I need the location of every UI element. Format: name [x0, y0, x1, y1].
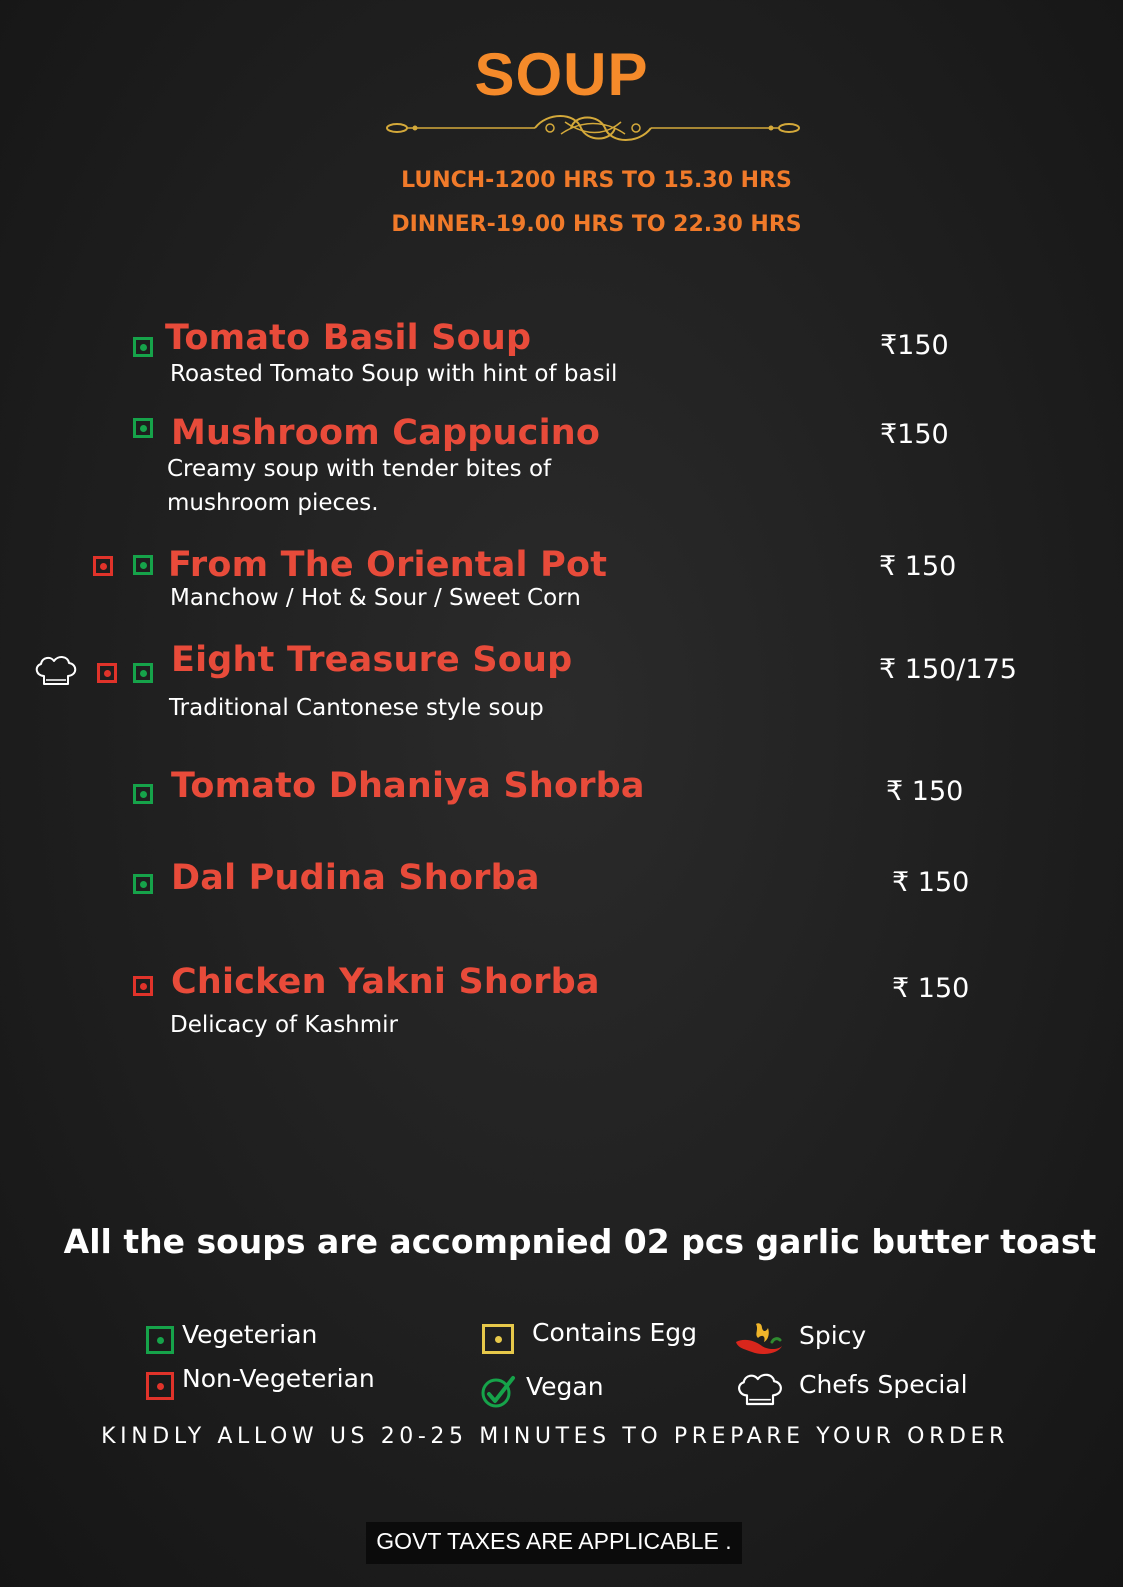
item-price: ₹ 150/175 [879, 654, 1017, 685]
item-name: Dal Pudina Shorba [171, 858, 540, 898]
item-description: Creamy soup with tender bites of [167, 456, 552, 482]
item-price: ₹150 [880, 330, 949, 361]
item-name: From The Oriental Pot [168, 545, 608, 585]
veg-mark-icon [133, 874, 153, 894]
item-price: ₹ 150 [879, 551, 957, 582]
item-description: mushroom pieces. [167, 490, 379, 516]
item-name: Tomato Dhaniya Shorba [171, 766, 645, 806]
veg-mark-icon [133, 418, 153, 438]
item-name: Mushroom Cappucino [171, 413, 601, 453]
item-price: ₹ 150 [886, 776, 964, 807]
page-title: SOUP [474, 41, 649, 108]
veg-mark-icon [133, 663, 153, 683]
item-name: Eight Treasure Soup [171, 640, 573, 680]
veg-mark-icon [133, 555, 153, 575]
tax-note: GOVT TAXES ARE APPLICABLE . [376, 1528, 732, 1554]
chef-hat-icon [32, 654, 80, 690]
item-description: Delicacy of Kashmir [170, 1012, 399, 1038]
veg-mark-icon [133, 784, 153, 804]
item-price: ₹150 [880, 419, 949, 450]
non-veg-mark-icon [146, 1372, 174, 1400]
item-description: Manchow / Hot & Sour / Sweet Corn [170, 585, 581, 611]
toast-note: All the soups are accompnied 02 pcs garlic butter toast [63, 1222, 1097, 1261]
veg-mark-icon [133, 337, 153, 357]
item-name: Tomato Basil Soup [165, 318, 532, 358]
legend-egg: Contains Egg [532, 1318, 698, 1347]
ornamental-divider-icon [385, 110, 801, 146]
preparation-time-note: KINDLY ALLOW US 20-25 MINUTES TO PREPARE YOUR ORDER [101, 1424, 1009, 1449]
item-name: Chicken Yakni Shorba [171, 962, 600, 1002]
dinner-hours: DINNER-19.00 HRS TO 22.30 HRS [391, 212, 802, 237]
chili-pepper-icon [732, 1318, 784, 1358]
non-veg-mark-icon [133, 976, 153, 996]
item-description: Roasted Tomato Soup with hint of basil [170, 361, 618, 387]
legend-non-vegetarian: Non-Vegeterian [182, 1364, 375, 1393]
egg-mark-icon [482, 1324, 514, 1354]
chef-hat-icon [734, 1370, 786, 1412]
legend-spicy: Spicy [799, 1321, 867, 1350]
legend-vegetarian: Vegeterian [182, 1320, 318, 1349]
vegan-leaf-icon [480, 1374, 516, 1408]
item-price: ₹ 150 [892, 973, 970, 1004]
item-description: Traditional Cantonese style soup [169, 695, 544, 721]
veg-mark-icon [146, 1326, 174, 1354]
legend-chefs-special: Chefs Special [799, 1370, 968, 1399]
lunch-hours: LUNCH-1200 HRS TO 15.30 HRS [401, 168, 792, 193]
non-veg-mark-icon [97, 663, 117, 683]
item-price: ₹ 150 [892, 867, 970, 898]
non-veg-mark-icon [93, 556, 113, 576]
legend-vegan: Vegan [526, 1372, 604, 1401]
